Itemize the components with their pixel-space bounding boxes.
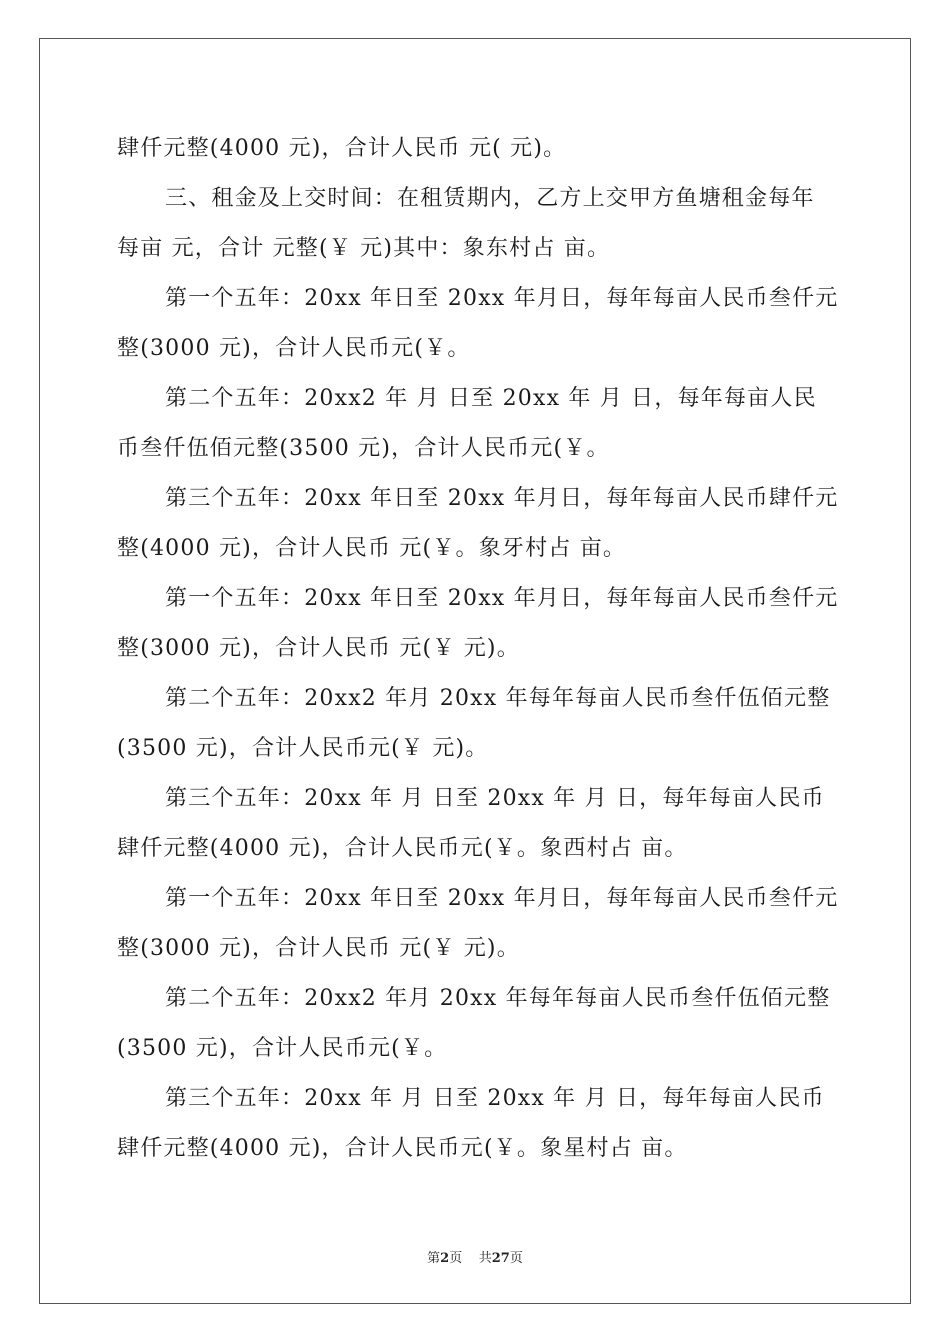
text-line: 币叁仟伍佰元整(3500 元)，合计人民币元(￥。 <box>117 436 610 461</box>
text-line: 整(3000 元)，合计人民币 元(￥ 元)。 <box>117 636 520 661</box>
text-line: 整(3000 元)，合计人民币 元(￥ 元)。 <box>117 936 520 961</box>
text-line: 第一个五年：20xx 年日至 20xx 年月日，每年每亩人民币叁仟元 <box>165 886 839 911</box>
text-line: 整(4000 元)，合计人民币 元(￥。象牙村占 亩。 <box>117 536 627 561</box>
footer-page-prefix: 第 <box>427 1251 441 1266</box>
text-line: 第三个五年：20xx 年日至 20xx 年月日，每年每亩人民币肆仟元 <box>165 486 839 511</box>
text-line: 三、租金及上交时间：在租赁期内，乙方上交甲方鱼塘租金每年 <box>165 186 815 211</box>
text-line: (3500 元)，合计人民币元(￥。 <box>117 1036 448 1061</box>
text-line: 整(3000 元)，合计人民币元(￥。 <box>117 336 471 361</box>
text-line: 肆仟元整(4000 元)，合计人民币元(￥。象星村占 亩。 <box>117 1136 688 1161</box>
page-footer <box>0 1247 950 1266</box>
text-line: 第一个五年：20xx 年日至 20xx 年月日，每年每亩人民币叁仟元 <box>165 286 839 311</box>
footer-page-mid: 页 共 <box>449 1251 492 1266</box>
text-line: (3500 元)，合计人民币元(￥ 元)。 <box>117 736 489 761</box>
text-line: 第二个五年：20xx2 年 月 日至 20xx 年 月 日，每年每亩人民 <box>165 386 817 411</box>
footer-current-page: 2 <box>440 1251 450 1266</box>
text-line: 第一个五年：20xx 年日至 20xx 年月日，每年每亩人民币叁仟元 <box>165 586 839 611</box>
text-line: 第二个五年：20xx2 年月 20xx 年每年每亩人民币叁仟伍佰元整 <box>165 986 831 1011</box>
text-line: 肆仟元整(4000 元)，合计人民币 元( 元)。 <box>117 136 567 161</box>
footer-total-pages: 27 <box>491 1251 510 1266</box>
text-line: 第三个五年：20xx 年 月 日至 20xx 年 月 日，每年每亩人民币 <box>165 786 825 811</box>
text-line: 第三个五年：20xx 年 月 日至 20xx 年 月 日，每年每亩人民币 <box>165 1086 825 1111</box>
text-line: 肆仟元整(4000 元)，合计人民币元(￥。象西村占 亩。 <box>117 836 688 861</box>
footer-page-suffix: 页 <box>509 1251 523 1266</box>
document-body <box>117 124 839 1174</box>
text-line: 每亩 元，合计 元整(￥ 元)其中：象东村占 亩。 <box>117 236 611 261</box>
text-line: 第二个五年：20xx2 年月 20xx 年每年每亩人民币叁仟伍佰元整 <box>165 686 831 711</box>
